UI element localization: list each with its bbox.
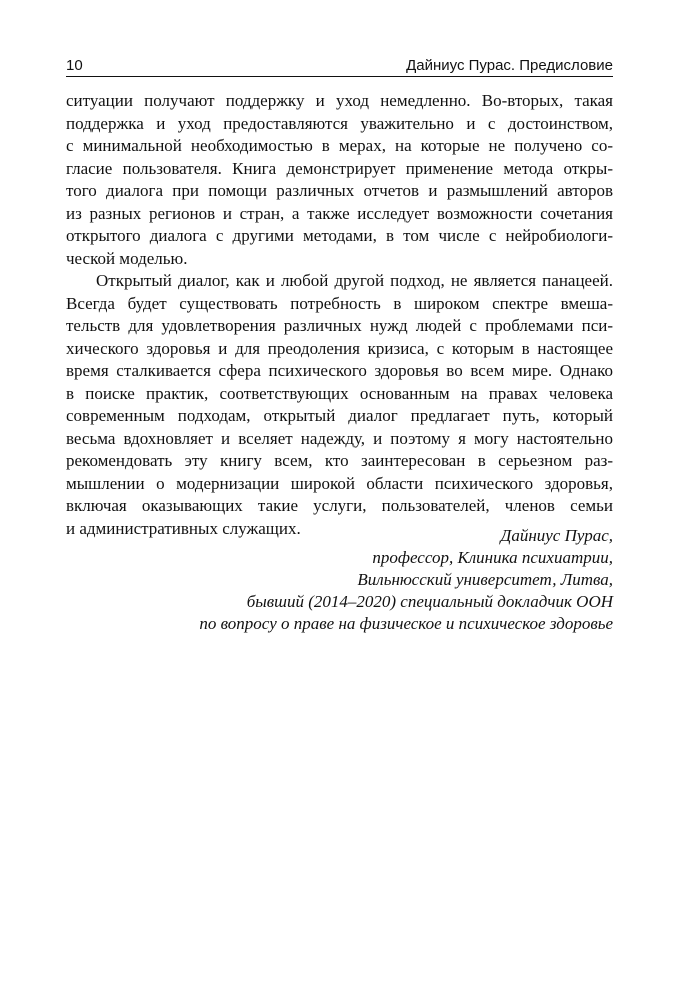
signature-line: бывший (2014–2020) специальный докладчик ООН [246,592,613,611]
text-line: современным подходам, открытый диалог предлагает путь, который [66,406,613,425]
text-line: ческой моделью. [66,248,188,268]
paragraph-2 [66,270,613,540]
text-line: время сталкивается сфера психического здоровья во всем мире. Однако [66,361,613,380]
text-line: с минимальной необходимостью в мерах, на которые не получено со- [66,136,613,155]
signature-name: Дайниус Пурас, [500,526,613,545]
signature-line: профессор, Клиника психиатрии, [372,548,613,567]
text-line: поддержка и уход предоставляются уважительно и с достоинством, [66,113,613,133]
page-header [66,56,613,76]
paragraph-1 [66,90,613,270]
running-title: Дайниус Пурас. Предисловие [406,57,613,74]
text-line: открытого диалога с другими методами, в том числе с нейробиологи- [66,226,613,245]
header-rule [66,76,613,77]
text-line: гласие пользователя. Книга демонстрирует применение метода откры- [66,158,613,178]
text-line: Всегда будет существовать потребность в широком спектре вмеша- [66,293,613,313]
text-line: из разных регионов и стран, а также исследует возможности сочетания [66,203,613,223]
text-line: хического здоровья и для преодоления кризиса, с которым в настоящее [66,338,613,358]
text-line: в поиске практик, соответствующих основанным на правах человека [66,383,613,403]
text-line: ситуации получают поддержку и уход немедленно. Во-вторых, такая [66,91,613,110]
body-text [66,90,613,540]
text-line: Открытый диалог, как и любой другой подход, не является панацеей. [96,271,613,290]
text-line: весьма вдохновляет и вселяет надежду, и поэтому я могу настоятельно [66,428,613,448]
text-line: включая оказывающих такие услуги, пользователей, членов семьи [66,496,613,515]
text-line: и административных служащих. [66,518,301,538]
text-line: мышлении о модернизации широкой области психического здоровья, [66,473,613,493]
signature-line: Вильнюсский университет, Литва, [357,570,613,589]
signature-block [53,525,613,635]
text-line: того диалога при помощи различных отчетов и размышлений авторов [66,181,613,200]
page-number: 10 [66,57,83,74]
signature-line: по вопросу о праве на физическое и психическое здоровье [199,614,613,633]
text-line: тельств для удовлетворения различных нужд людей с проблемами пси- [66,316,613,335]
text-line: рекомендовать эту книгу всем, кто заинтересован в серьезном раз- [66,451,613,470]
